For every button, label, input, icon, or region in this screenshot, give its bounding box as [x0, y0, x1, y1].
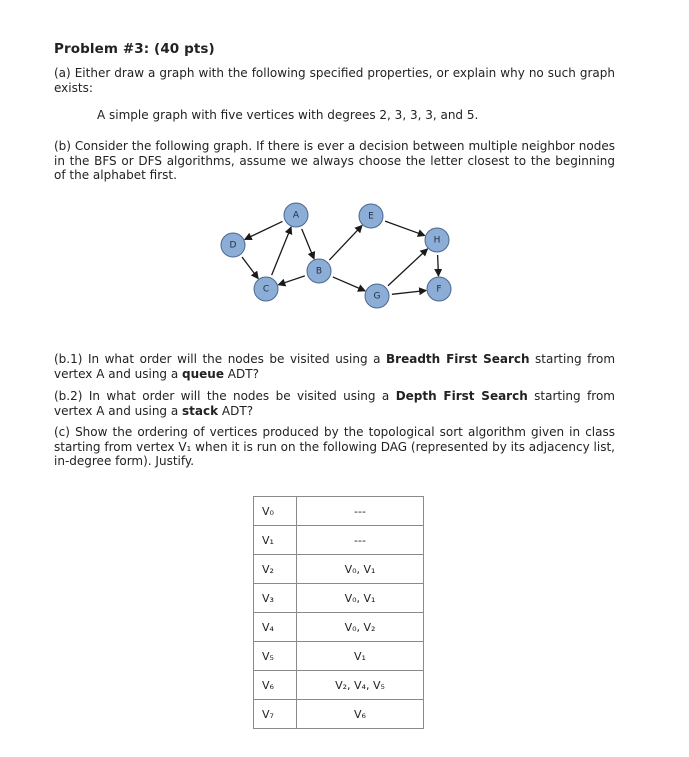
- in-list-cell: V₂, V₄, V₅: [297, 671, 424, 700]
- part-b2-prefix: (b.2) In what order will the nodes be visited using a: [54, 389, 396, 403]
- graph-node-g: [365, 284, 389, 308]
- in-list-cell: V₀, V₁: [297, 555, 424, 584]
- part-b1-question: [54, 352, 615, 381]
- part-b1-middle: starting from vertex A and using a: [54, 352, 616, 381]
- node-label: A: [292, 210, 300, 221]
- edge-a-d: [245, 221, 283, 239]
- in-list-cell: V₁: [297, 642, 424, 671]
- edge-g-f: [392, 290, 426, 294]
- part-b2-middle: starting from vertex A and using a: [54, 389, 615, 418]
- directed-graph-figure: [210, 198, 460, 310]
- part-a-text: (a) Either draw a graph with the following specified properties, or explain why no such graph exists:: [54, 66, 615, 95]
- in-list-cell: V₀, V₂: [297, 613, 424, 642]
- vertex-cell: V₀: [254, 497, 297, 526]
- table-row: [254, 584, 424, 613]
- part-b2-bold-stack: stack: [182, 403, 219, 418]
- edge-a-b: [302, 229, 314, 259]
- vertex-cell: V₃: [254, 584, 297, 613]
- dag-adjacency-table: [253, 496, 424, 729]
- edge-b-c: [278, 276, 304, 285]
- problem-title: Problem #3: (40 pts): [54, 41, 215, 57]
- node-label: H: [433, 235, 441, 246]
- edge-g-h: [388, 249, 428, 286]
- edge-b-e: [329, 225, 362, 260]
- part-a-spec: A simple graph with five vertices with degrees 2, 3, 3, 3, and 5.: [97, 108, 479, 122]
- graph-node-c: [254, 277, 278, 301]
- part-b1-suffix: ADT?: [223, 366, 259, 381]
- in-list-cell: ---: [297, 497, 424, 526]
- part-b1-bold-queue: queue: [182, 366, 224, 381]
- part-b1-bold-bfs: Breadth First Search: [386, 352, 530, 366]
- part-b-text: (b) Consider the following graph. If there is ever a decision between multiple neighbor nodes in the BFS or DFS algorithms, assume we always choose the letter closest to the beginning of the alphabet first.: [54, 139, 615, 182]
- table-row: [254, 613, 424, 642]
- edge-e-h: [385, 221, 425, 235]
- vertex-cell: V₁: [254, 526, 297, 555]
- part-b2-bold-dfs: Depth First Search: [395, 389, 528, 403]
- node-label: C: [262, 284, 270, 295]
- graph-node-f: [427, 277, 451, 301]
- part-c-text: (c) Show the ordering of vertices produced by the topological sort algorithm given in class starting from vertex V₁ when it is run on the following DAG (represented by its adjacency list, in-degree form). Justify.: [54, 425, 615, 468]
- graph-node-e: [359, 204, 383, 228]
- graph-node-d: [221, 233, 245, 257]
- vertex-cell: V₇: [254, 700, 297, 729]
- part-b2-suffix: ADT?: [218, 403, 254, 418]
- vertex-cell: V₂: [254, 555, 297, 584]
- vertex-cell: V₆: [254, 671, 297, 700]
- table-row: [254, 671, 424, 700]
- table-row: [254, 497, 424, 526]
- edge-d-c: [242, 257, 258, 279]
- graph-node-h: [425, 228, 449, 252]
- table-row: [254, 700, 424, 729]
- node-label: B: [315, 266, 323, 277]
- node-label: D: [229, 240, 237, 251]
- edge-c-a: [272, 227, 291, 275]
- graph-node-a: [284, 203, 308, 227]
- table-row: [254, 555, 424, 584]
- table-row: [254, 526, 424, 555]
- edge-h-f: [438, 255, 439, 276]
- node-label: F: [436, 284, 442, 295]
- part-b1-prefix: (b.1) In what order will the nodes be visited using a: [54, 352, 387, 366]
- vertex-cell: V₅: [254, 642, 297, 671]
- table-row: [254, 642, 424, 671]
- in-list-cell: ---: [297, 526, 424, 555]
- in-list-cell: V₀, V₁: [297, 584, 424, 613]
- edge-b-g: [333, 277, 365, 291]
- graph-nodes: [221, 203, 451, 308]
- in-list-cell: V₆: [297, 700, 424, 729]
- part-b2-question: [54, 389, 615, 418]
- graph-node-b: [307, 259, 331, 283]
- node-label: E: [368, 211, 374, 222]
- vertex-cell: V₄: [254, 613, 297, 642]
- node-label: G: [373, 291, 381, 302]
